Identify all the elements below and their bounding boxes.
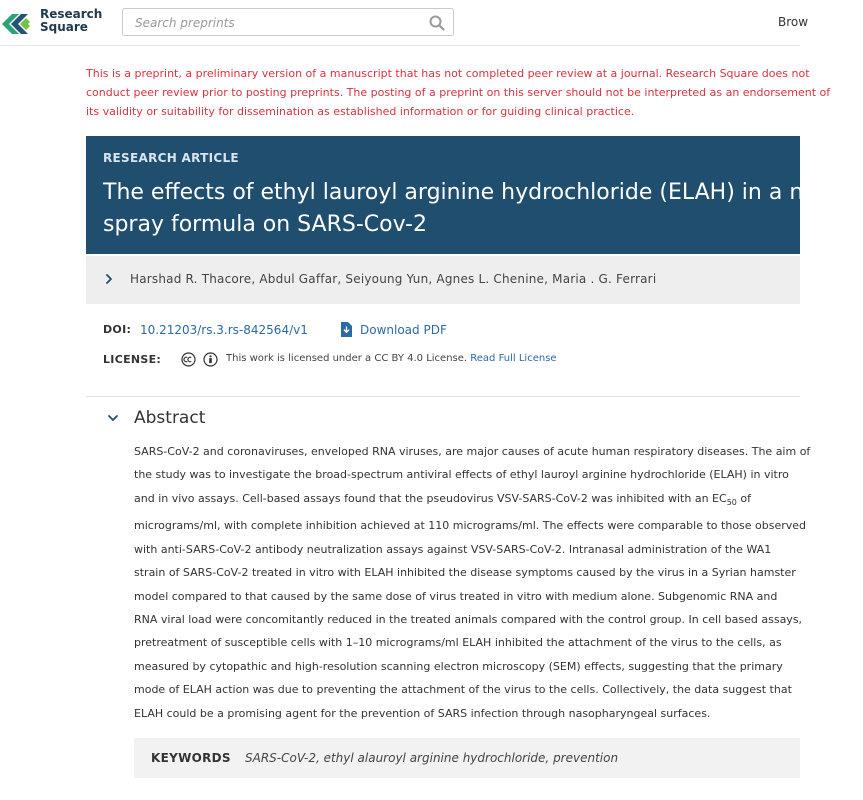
article-header <box>86 136 848 254</box>
search-box <box>122 8 454 36</box>
download-pdf-icon[interactable] <box>340 322 352 337</box>
logo-line-1: Research <box>40 7 103 21</box>
abstract-line: ELAH could be a promising agent for the prevention of SARS infection through nasopharyngeal surfaces. <box>134 706 711 720</box>
abstract-heading[interactable]: Abstract <box>134 408 206 428</box>
abstract-line: RNA viral load were concomitantly reduced in the treated animals compared with the control group. In cell based assays, <box>134 613 803 627</box>
abstract-line: micrograms/ml, with complete inhibition achieved at 110 micrograms/ml. The effects were comparable to those observed <box>134 519 807 533</box>
article-title: The effects of ethyl lauroyl arginine hydrochloride (ELAH) in a nasal spray formula on SARS-Cov-2 <box>103 180 848 237</box>
license-text: This work is licensed under a CC BY 4.0 License. <box>226 353 468 364</box>
abstract-line: strain of SARS-CoV-2 treated in vitro with ELAH inhibited the disease symptoms caused by the virus in a Syrian hamster <box>134 566 796 580</box>
license-label: LICENSE: <box>103 353 162 366</box>
abstract-line: the study was to investigate the broad-spectrum antiviral effects of ethyl lauroyl arginine hydrochloride (ELAH) in vitro <box>134 468 789 482</box>
ec-tail: of <box>736 491 751 505</box>
logo-line-2: Square <box>40 20 88 34</box>
research-square-logo[interactable] <box>2 8 102 38</box>
search-input[interactable] <box>133 13 417 33</box>
abstract-line-text: and in vivo assays. Cell-based assays found that the pseudovirus VSV-SARS-CoV-2 was inhibited with an EC <box>134 491 727 505</box>
abstract-line: pretreatment of susceptible cells with 1–10 micrograms/ml ELAH inhibited the attachment of the virus to the cells, as <box>134 636 782 650</box>
creative-commons-icon <box>181 352 196 367</box>
abstract-line: measured by cytopathic and high-resolution scanning electron microscopy (SEM) effects, suggesting that the primary <box>134 659 783 673</box>
download-pdf-link[interactable]: Download PDF <box>360 323 447 337</box>
abstract-line: model compared to that caused by the same dose of virus treated in vitro with medium alone. Subgenomic RNA and <box>134 589 778 603</box>
search-icon[interactable] <box>429 15 445 31</box>
author-list[interactable]: Harshad R. Thacore, Abdul Gaffar, Seiyoung Yun, Agnes L. Chenine, Maria . G. Ferrari <box>130 272 657 286</box>
keywords-label: KEYWORDS <box>151 751 231 765</box>
read-full-license-link[interactable]: Read Full License <box>470 353 557 364</box>
abstract-line: with anti-SARS-CoV-2 antibody neutralization assays against VSV-SARS-CoV-2. Intranasal administration of the WA1 <box>134 542 772 556</box>
logo-text <box>40 8 102 34</box>
authors-bar[interactable] <box>86 256 800 304</box>
doi-label: DOI: <box>103 323 132 336</box>
top-navigation-bar <box>0 0 809 46</box>
attribution-icon <box>203 352 218 367</box>
chevron-right-icon[interactable] <box>104 272 114 286</box>
preprint-disclaimer: This is a preprint, a preliminary version of a manuscript that has not completed peer review at a journal. Research Square does not conduct peer review prior to posting preprints. The posting of a preprint on this server should not be interpreted as an endorsement of its validity or suitability for dissemination as established information or for guiding clinical practice. <box>86 67 831 118</box>
abstract-text <box>134 440 854 725</box>
abstract-line: mode of ELAH action was due to preventing the attachment of the virus to the cells. Collectively, the data suggest that <box>134 683 792 697</box>
keywords-box <box>134 738 800 778</box>
ec-subscript: 50 <box>726 498 737 507</box>
abstract-line: SARS-CoV-2 and coronaviruses, enveloped RNA viruses, are major causes of acute human respiratory diseases. The aim of <box>134 445 811 458</box>
license-statement <box>226 353 557 364</box>
section-divider <box>86 396 800 397</box>
abstract-line <box>134 487 854 515</box>
chevron-down-icon[interactable] <box>107 413 119 423</box>
browse-menu-link[interactable]: Brow <box>778 15 809 29</box>
research-square-logo-icon <box>2 12 36 36</box>
doi-link[interactable]: 10.21203/rs.3.rs-842564/v1 <box>140 323 308 337</box>
article-type-label: RESEARCH ARTICLE <box>103 151 239 165</box>
keywords-list: SARS-CoV-2, ethyl alauroyl arginine hydrochloride, prevention <box>245 751 619 765</box>
